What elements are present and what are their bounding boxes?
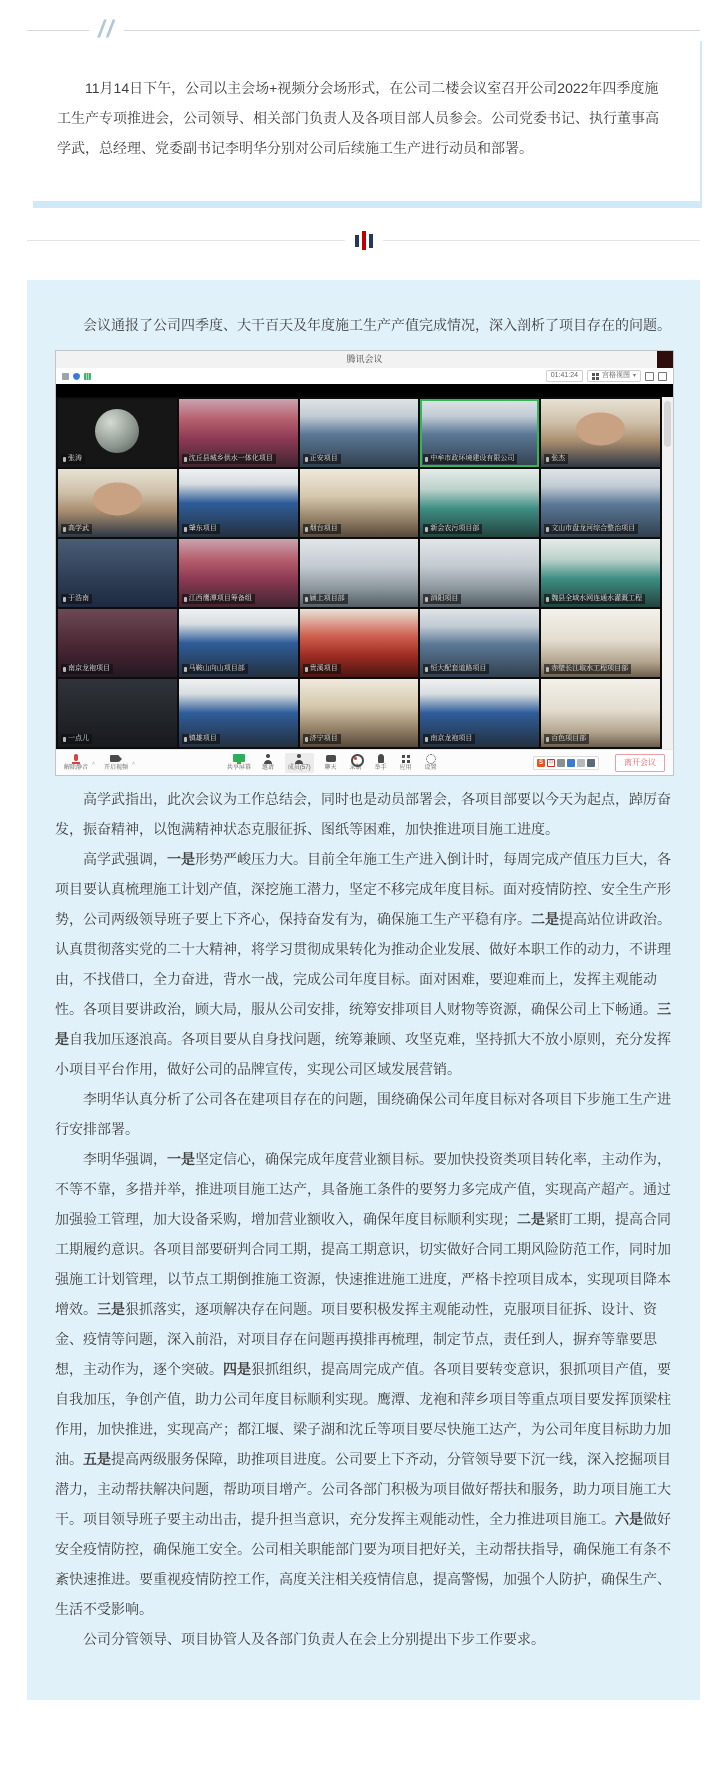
- video-tile: [420, 399, 539, 467]
- participant-name: 镇雄项目: [188, 735, 217, 742]
- toolbar-item-label: 设置: [424, 764, 437, 771]
- video-tile-grid: [56, 397, 662, 749]
- participant-name-badge: [423, 454, 517, 464]
- chat-button: [323, 754, 339, 772]
- signal-icon: [84, 373, 91, 380]
- lead-paragraph: 会议通报了公司四季度、大干百天及年度施工生产产值完成情况，深入剖析了项目存在的问题。: [83, 317, 671, 333]
- video-tile: [541, 469, 660, 537]
- toolbar-item-label: 开启视频: [103, 764, 128, 771]
- toolbar-item-label: 举手: [374, 764, 387, 771]
- body-text: 狠抓落实，逐项解决存在问题。项目要积极发挥主观能动性，克服项目征拆、设计、资金、疫情等问题，深入前沿，对项目存在问题再摸排再梳理，制定节点，责任到人，摒弃等靠要思想，主动作为，逐个突破。: [55, 1301, 657, 1377]
- video-tile: [300, 399, 419, 467]
- participant-name-badge: [182, 594, 255, 604]
- participant-name: 烟台项目: [309, 525, 338, 532]
- participant-name-badge: [61, 454, 85, 464]
- video-tile: [58, 609, 177, 677]
- mic-icon: [184, 667, 187, 672]
- settings-button: [423, 754, 439, 772]
- bar-red-center: [362, 231, 366, 250]
- toolbar-item-label: 应用: [399, 764, 412, 771]
- video-tile: [58, 679, 177, 747]
- mic-icon: [184, 457, 187, 462]
- toolbar-item-label: 解除静音: [64, 764, 89, 771]
- camera-off-icon: [110, 754, 122, 764]
- bar-navy-right: [369, 234, 373, 248]
- ime-tool-icon: [557, 759, 565, 767]
- participant-name-badge: [423, 594, 461, 604]
- mic-icon: [305, 737, 308, 742]
- divider-line-left: [27, 240, 345, 241]
- grid-view-icon: [592, 373, 599, 380]
- toolbar-item-label: 邀请: [261, 764, 274, 771]
- content-panel: [27, 280, 700, 1700]
- participant-name-badge: [303, 664, 341, 674]
- participant-name-badge: [61, 594, 92, 604]
- bar-navy-left: [355, 235, 359, 247]
- participant-name-badge: [544, 734, 589, 744]
- emphasis-text: 五是: [83, 1451, 111, 1467]
- participant-name: 张涛: [68, 455, 82, 462]
- toolbar-item-label: 共享屏幕: [226, 764, 251, 771]
- video-tile: [179, 609, 298, 677]
- emphasis-text: 一是: [167, 1151, 195, 1167]
- video-tile: [300, 609, 419, 677]
- mic-icon: [546, 667, 549, 672]
- body-text: 李明华认真分析了公司各在建项目存在的问题，围绕确保公司年度目标对各项目下步施工生产进行安排部署。: [55, 1091, 671, 1137]
- mic-icon: [63, 597, 66, 602]
- meeting-app-title: 腾讯会议: [346, 354, 383, 364]
- video-tile: [179, 679, 298, 747]
- mic-muted-button: [64, 754, 88, 772]
- body-text: 狠抓组织，提高周完成产值。各项目要转变意识，狠抓项目产值，要自我加压，争创产值，助力公司年度目标顺利实现。鹰潭、龙袍和萍乡项目等重点项目要发挥顶梁柱作用，加快推进，实现高产；都江堰、梁子湖和沈丘等项目要尽快施工达产，为公司年度目标助力加油。: [55, 1361, 671, 1467]
- toolbar-item-label: 成员(57): [287, 764, 311, 771]
- video-tile: [541, 609, 660, 677]
- participant-name-badge: [544, 454, 568, 464]
- participant-name: 济宁项目: [309, 735, 338, 742]
- participant-name-badge: [61, 664, 113, 674]
- leave-meeting-button: 离开会议: [615, 754, 665, 772]
- mic-icon: [425, 737, 428, 742]
- divider-line-right: [383, 240, 701, 241]
- mic-icon: [63, 527, 66, 532]
- meeting-timer: 01:41:24: [546, 370, 583, 382]
- intro-paragraph: 11月14日下午，公司以主会场+视频分会场形式，在公司二楼会议室召开公司2022年四季度施工生产专项推进会，公司领导、相关部门负责人及各项目部人员参会。公司党委书记、执行董事高学武，总经理、党委副书记李明华分别对公司后续施工生产进行动员和部署。: [57, 80, 659, 156]
- paragraph: [55, 1144, 674, 1624]
- ime-tool-icon: [577, 759, 585, 767]
- mic-icon: [305, 667, 308, 672]
- mic-icon: [305, 597, 308, 602]
- chat-icon: [325, 754, 337, 764]
- sogou-input-icon: S: [538, 759, 543, 766]
- participant-name: 百色项目部: [551, 735, 587, 742]
- raise-hand-icon: [375, 754, 387, 764]
- video-tile: [300, 679, 419, 747]
- mic-icon: [425, 457, 428, 462]
- body-text: 做好安全疫情防控，确保施工安全。公司相关职能部门要为项目把好关，主动帮扶指导，确保施工有条不紊快速推进。要重视疫情防控工作，高度关注相关疫情信息，提高警惕，加强个人防护，确保生产、生活不受影响。: [55, 1511, 671, 1617]
- participant-name-badge: [61, 524, 92, 534]
- mic-icon: [425, 667, 428, 672]
- video-tile: [541, 399, 660, 467]
- meeting-body: [56, 397, 673, 749]
- body-text: 提高两级服务保障，助推项目进度。公司要上下齐动，分管领导要下沉一线，深入挖掘项目潜力，主动帮扶解决问题，帮助项目增产。公司各部门积极为项目做好帮扶和服务，助力项目施工大干。项目领导班子要主动出击，提升担当意识，充分发挥主观能动性，全力推进项目施工。: [55, 1451, 671, 1527]
- mic-icon: [63, 667, 66, 672]
- mic-icon: [305, 527, 308, 532]
- raise-hand-button: [373, 754, 389, 772]
- mic-muted-icon: [70, 754, 82, 764]
- toolbar-center-group: [227, 753, 439, 773]
- video-tile: [300, 469, 419, 537]
- meeting-screenshot[interactable]: [55, 350, 674, 776]
- video-tile: [300, 539, 419, 607]
- participant-name-badge: [544, 664, 631, 674]
- video-tile: [420, 539, 539, 607]
- video-tile: [420, 679, 539, 747]
- paragraph: [55, 1624, 674, 1654]
- scrollbar-thumb: [664, 401, 671, 447]
- video-tile: [58, 399, 177, 467]
- participant-name-badge: [61, 734, 92, 744]
- mic-icon: [63, 457, 66, 462]
- mic-icon: [425, 597, 428, 602]
- video-tile: [58, 469, 177, 537]
- body-text: 坚定信心，确保完成年度营业额目标。要加快投资类项目转化率，主动作为，不等不靠，多措并举，推进项目施工达产，具备施工条件的要努力多完成产值，实现高产超产。通过加强验工管理，加大设备采购，增加营业额收入，确保年度目标顺利实现；: [55, 1151, 671, 1227]
- intro-card: [27, 16, 700, 201]
- mic-icon: [546, 737, 549, 742]
- paragraph: [55, 784, 674, 844]
- body-text: 形势严峻压力大。目前全年施工生产进入倒计时，每周完成产值压力巨大，各项目要认真梳理施工计划产值，深挖施工潜力，坚定不移完成年度目标。面对疫情防控、安全生产形势，公司两级领导班子要上下齐心，保持奋发有为，确保施工生产平稳有序。: [55, 851, 671, 927]
- body-text: 李明华强调，: [83, 1151, 167, 1167]
- video-tile: [420, 609, 539, 677]
- toolbar-item-label: 聊天: [324, 764, 337, 771]
- chinese-mode-icon: 中: [548, 759, 554, 766]
- participant-name: 正安项目: [309, 455, 338, 462]
- article-body: [55, 784, 674, 1654]
- window-close-button: [657, 351, 673, 368]
- invite-icon: [262, 754, 274, 764]
- participant-name-badge: [423, 524, 482, 534]
- shield-icon: [73, 373, 80, 380]
- bar-chart-icon: [355, 231, 373, 250]
- emphasis-text: 三是: [97, 1301, 125, 1317]
- emphasis-text: 三是: [55, 1001, 671, 1047]
- body-text: 公司分管领导、项目协管人及各部门负责人在会上分别提出下步工作要求。: [83, 1631, 545, 1647]
- video-tile: [420, 469, 539, 537]
- mic-icon: [63, 737, 66, 742]
- participant-name: 一点儿: [68, 735, 89, 742]
- participant-name-badge: [423, 734, 475, 744]
- participant-name: 贵溪项目: [309, 665, 338, 672]
- mic-icon: [184, 737, 187, 742]
- mic-icon: [184, 597, 187, 602]
- members-icon: [293, 754, 305, 764]
- emphasis-text: 六是: [615, 1511, 643, 1527]
- section-divider: [27, 231, 700, 250]
- view-mode-dropdown: [587, 370, 641, 382]
- mic-icon: [546, 527, 549, 532]
- ime-toolbar: [533, 756, 599, 770]
- video-tile: [179, 399, 298, 467]
- mic-icon: [305, 457, 308, 462]
- participant-name: 南京龙袍项目: [430, 735, 473, 742]
- emphasis-text: 二是: [517, 1211, 545, 1227]
- chevron-up-icon: ˄: [131, 760, 135, 767]
- video-tile: [541, 539, 660, 607]
- ime-tool-icon: [587, 759, 595, 767]
- body-text: 提高站位讲政治。认真贯彻落实党的二十大精神，将学习贯彻成果转化为推动企业发展、做好本职工作的动力，不讲理由，不找借口，全力奋进，背水一战，完成公司年度目标。面对困难，要迎难而上，发挥主观能动性。各项目要讲政治，顾大局，服从公司安排，统筹安排项目人财物等资源，确保公司上下畅通。: [55, 911, 671, 1017]
- layout-icon: [658, 372, 667, 381]
- participant-name: 江西鹰潭项目筹备组: [188, 595, 252, 602]
- participant-name-badge: [182, 664, 248, 674]
- body-text: 高学武指出，此次会议为工作总结会，同时也是动员部署会，各项目部要以今天为起点，踔厉奋发，振奋精神，以饱满精神状态克服征拆、图纸等困难，加快推进项目施工进度。: [55, 791, 671, 837]
- participant-name: 文山市盘龙河综合整治项目: [551, 525, 636, 532]
- participant-name: 新会农污项目部: [430, 525, 480, 532]
- emphasis-text: 一是: [167, 851, 195, 867]
- members-button: [285, 753, 314, 773]
- fullscreen-icon: [645, 372, 654, 381]
- paragraph: [55, 1084, 674, 1144]
- apps-button: [398, 754, 414, 772]
- participant-name: 于浩南: [68, 595, 89, 602]
- body-text: 自我加压逐浪高。各项目要从自身找问题，统筹兼顾、攻坚克难，坚持抓大不放小原则，充分发挥小项目平台作用，做好公司的品牌宣传，实现公司区域发展营销。: [55, 1031, 671, 1077]
- participant-name: 赤壁长江取水工程项目部: [551, 665, 629, 672]
- meeting-title-bar: [56, 351, 673, 368]
- participant-name: 南京龙袍项目: [68, 665, 110, 672]
- participant-name-badge: [182, 734, 220, 744]
- mic-icon: [546, 597, 549, 602]
- letterbox-strip: [56, 384, 673, 397]
- emphasis-text: 二是: [531, 911, 559, 927]
- participant-name: 颍上项目部: [309, 595, 345, 602]
- mic-icon: [184, 527, 187, 532]
- mic-icon: [546, 457, 549, 462]
- body-text: 高学武强调，: [83, 851, 167, 867]
- chevron-up-icon: ˄: [92, 760, 95, 767]
- screen-share-button: [227, 754, 251, 772]
- record-icon: [350, 754, 362, 764]
- participant-name-badge: [182, 454, 276, 464]
- participant-name: 肇东项目: [188, 525, 217, 532]
- settings-icon: [425, 754, 437, 764]
- participant-name-badge: [303, 454, 341, 464]
- participant-name: 中牟市政环境建设有限公司: [430, 455, 515, 462]
- meeting-top-controls: [56, 368, 673, 384]
- record-button: [348, 754, 364, 772]
- participant-name: 魏县全域水网连通水灌溉工程: [551, 595, 643, 602]
- participant-name: 高学武: [68, 525, 89, 532]
- apps-icon: [400, 754, 412, 764]
- participant-name-badge: [182, 524, 220, 534]
- body-text: 紧盯工期，提高合同工期履约意识。各项目部要研判合同工期，提高工期意识，切实做好合同工期风险防范工作，同时加强施工计划管理，以节点工期倒推施工资源，快速推进施工进度，严格卡控项目成本，实现项目降本增效。: [55, 1211, 671, 1317]
- toolbar-item-label: 录制: [349, 764, 362, 771]
- video-tile: [179, 469, 298, 537]
- participant-name-badge: [544, 594, 645, 604]
- speaker-icon: [62, 373, 69, 380]
- camera-off-button: [104, 754, 128, 772]
- participant-name-badge: [303, 524, 341, 534]
- mic-icon: [425, 527, 428, 532]
- video-tile: [541, 679, 660, 747]
- chevron-down-icon: ▾: [632, 373, 636, 379]
- participant-name: 马鞍山向山项目部: [188, 665, 245, 672]
- emphasis-text: 四是: [223, 1361, 251, 1377]
- double-slash-decoration: //: [89, 15, 124, 45]
- video-tile: [179, 539, 298, 607]
- paragraph: [55, 844, 674, 1084]
- video-tile: [58, 539, 177, 607]
- participant-name-badge: [303, 594, 348, 604]
- view-mode-label: 宫格视图: [601, 372, 630, 379]
- participant-name-badge: [544, 524, 638, 534]
- participant-name: 泗阳项目: [430, 595, 459, 602]
- meeting-toolbar: [56, 749, 673, 775]
- screen-share-icon: [233, 754, 245, 764]
- participant-name-badge: [423, 664, 489, 674]
- ime-tool-icon: [567, 759, 575, 767]
- meeting-scrollbar: [662, 397, 673, 749]
- invite-button: [260, 754, 276, 772]
- participant-name-badge: [303, 734, 341, 744]
- participant-name: 张杰: [551, 455, 566, 462]
- toolbar-left-group: [64, 747, 135, 779]
- participant-name: 恒大配套道路项目: [430, 665, 487, 672]
- participant-name: 沈丘县城乡供水一体化项目: [188, 455, 273, 462]
